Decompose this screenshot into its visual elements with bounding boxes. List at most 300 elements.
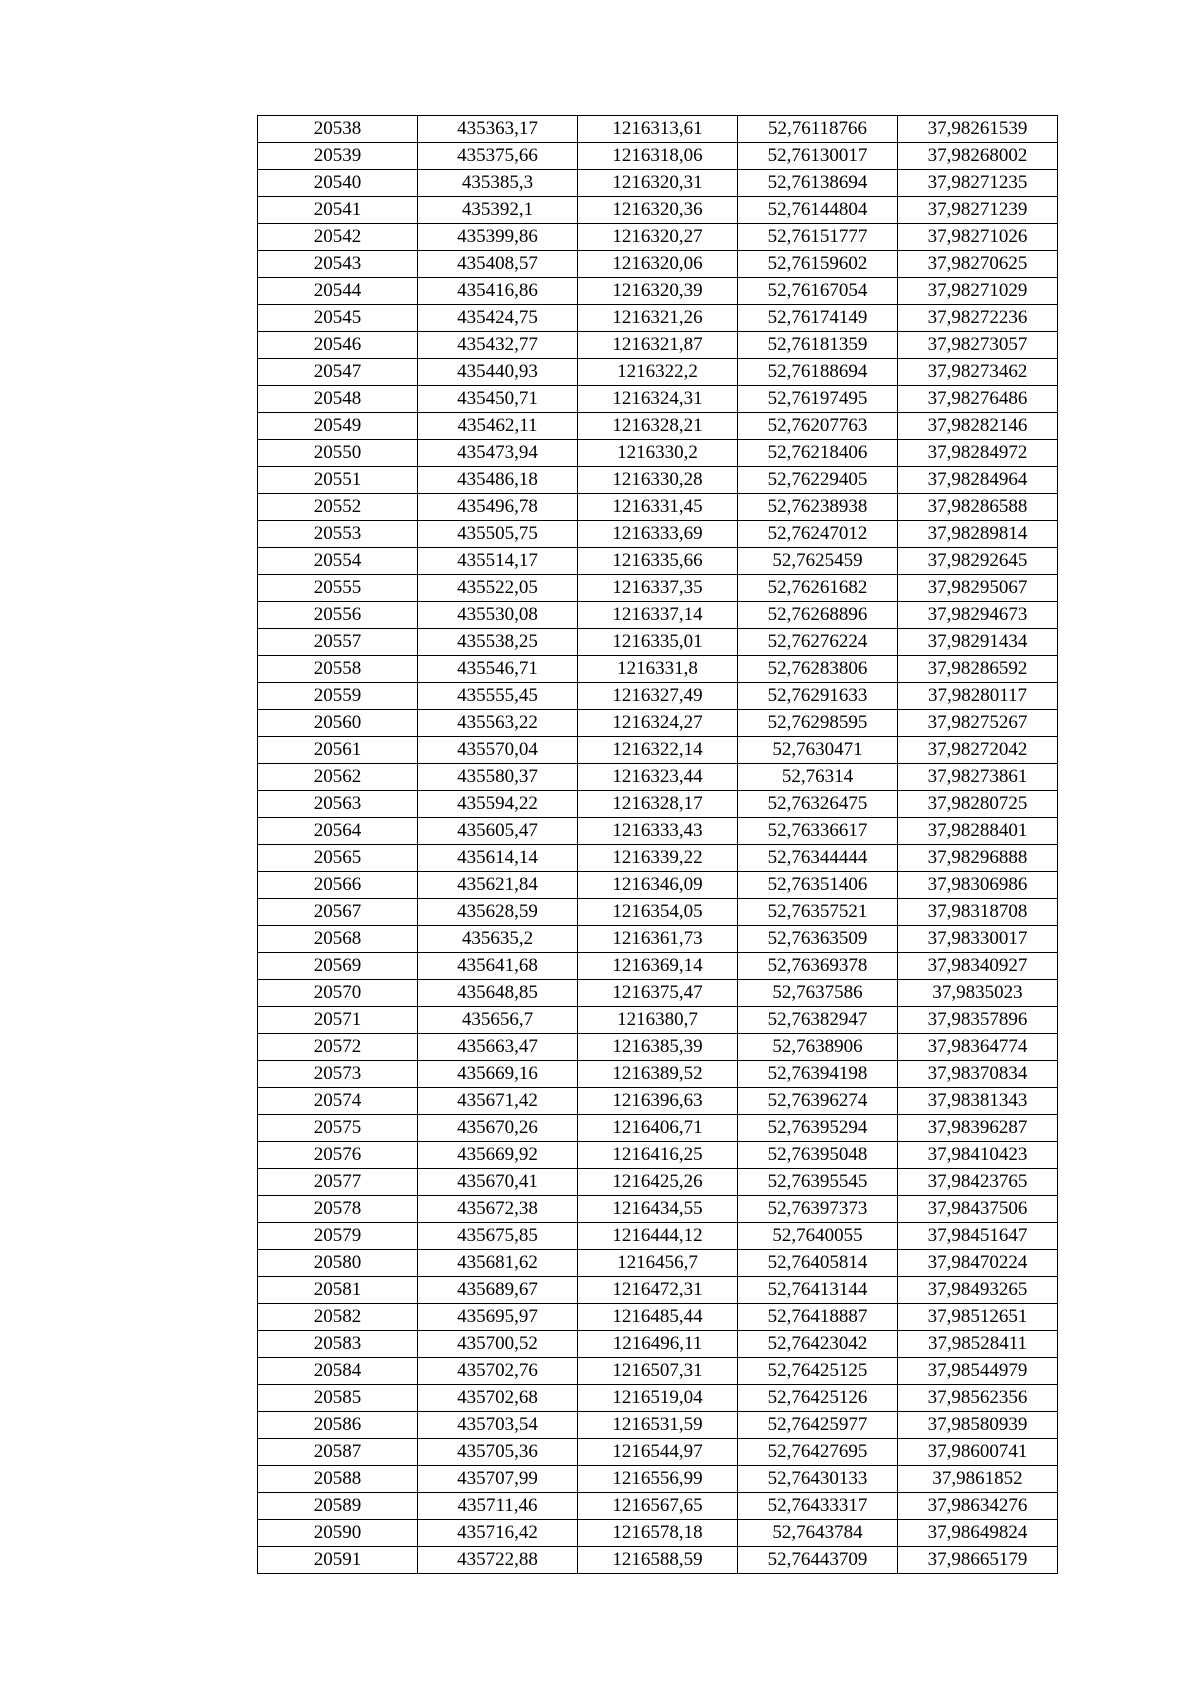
table-row [258, 521, 1058, 548]
longitude-cell: 37,98280117 [898, 683, 1058, 710]
table-row [258, 332, 1058, 359]
x-coordinate-cell: 435689,67 [418, 1277, 578, 1304]
latitude-cell: 52,76430133 [738, 1466, 898, 1493]
y-coordinate-cell: 1216331,45 [578, 494, 738, 521]
table-row [258, 494, 1058, 521]
x-coordinate-cell: 435505,75 [418, 521, 578, 548]
point-number-cell: 20556 [258, 602, 418, 629]
y-coordinate-cell: 1216320,27 [578, 224, 738, 251]
x-coordinate-cell: 435707,99 [418, 1466, 578, 1493]
point-number-cell: 20577 [258, 1169, 418, 1196]
point-number-cell: 20560 [258, 710, 418, 737]
point-number-cell: 20572 [258, 1034, 418, 1061]
point-number-cell: 20563 [258, 791, 418, 818]
x-coordinate-cell: 435695,97 [418, 1304, 578, 1331]
y-coordinate-cell: 1216339,22 [578, 845, 738, 872]
table-row [258, 197, 1058, 224]
table-row [258, 1088, 1058, 1115]
y-coordinate-cell: 1216544,97 [578, 1439, 738, 1466]
point-number-cell: 20541 [258, 197, 418, 224]
x-coordinate-cell: 435700,52 [418, 1331, 578, 1358]
point-number-cell: 20579 [258, 1223, 418, 1250]
longitude-cell: 37,98306986 [898, 872, 1058, 899]
table-row [258, 575, 1058, 602]
y-coordinate-cell: 1216578,18 [578, 1520, 738, 1547]
point-number-cell: 20585 [258, 1385, 418, 1412]
point-number-cell: 20540 [258, 170, 418, 197]
y-coordinate-cell: 1216519,04 [578, 1385, 738, 1412]
latitude-cell: 52,76418887 [738, 1304, 898, 1331]
point-number-cell: 20547 [258, 359, 418, 386]
longitude-cell: 37,98423765 [898, 1169, 1058, 1196]
longitude-cell: 37,98271235 [898, 170, 1058, 197]
table-row [258, 1520, 1058, 1547]
y-coordinate-cell: 1216354,05 [578, 899, 738, 926]
y-coordinate-cell: 1216361,73 [578, 926, 738, 953]
latitude-cell: 52,7625459 [738, 548, 898, 575]
y-coordinate-cell: 1216327,49 [578, 683, 738, 710]
longitude-cell: 37,98370834 [898, 1061, 1058, 1088]
x-coordinate-cell: 435555,45 [418, 683, 578, 710]
table-row [258, 1169, 1058, 1196]
y-coordinate-cell: 1216375,47 [578, 980, 738, 1007]
x-coordinate-cell: 435385,3 [418, 170, 578, 197]
longitude-cell: 37,98665179 [898, 1547, 1058, 1574]
table-row [258, 899, 1058, 926]
y-coordinate-cell: 1216416,25 [578, 1142, 738, 1169]
y-coordinate-cell: 1216321,87 [578, 332, 738, 359]
point-number-cell: 20566 [258, 872, 418, 899]
x-coordinate-cell: 435450,71 [418, 386, 578, 413]
latitude-cell: 52,76298595 [738, 710, 898, 737]
table-row [258, 1304, 1058, 1331]
point-number-cell: 20574 [258, 1088, 418, 1115]
latitude-cell: 52,76433317 [738, 1493, 898, 1520]
longitude-cell: 37,98273057 [898, 332, 1058, 359]
longitude-cell: 37,98292645 [898, 548, 1058, 575]
table-row [258, 926, 1058, 953]
latitude-cell: 52,76174149 [738, 305, 898, 332]
longitude-cell: 37,98289814 [898, 521, 1058, 548]
latitude-cell: 52,76396274 [738, 1088, 898, 1115]
point-number-cell: 20557 [258, 629, 418, 656]
latitude-cell: 52,76357521 [738, 899, 898, 926]
table-row [258, 1196, 1058, 1223]
x-coordinate-cell: 435648,85 [418, 980, 578, 1007]
longitude-cell: 37,98410423 [898, 1142, 1058, 1169]
latitude-cell: 52,76405814 [738, 1250, 898, 1277]
x-coordinate-cell: 435681,62 [418, 1250, 578, 1277]
longitude-cell: 37,98512651 [898, 1304, 1058, 1331]
latitude-cell: 52,76130017 [738, 143, 898, 170]
latitude-cell: 52,76268896 [738, 602, 898, 629]
point-number-cell: 20576 [258, 1142, 418, 1169]
longitude-cell: 37,98451647 [898, 1223, 1058, 1250]
table-row [258, 1277, 1058, 1304]
y-coordinate-cell: 1216444,12 [578, 1223, 738, 1250]
y-coordinate-cell: 1216335,66 [578, 548, 738, 575]
latitude-cell: 52,76425125 [738, 1358, 898, 1385]
point-number-cell: 20582 [258, 1304, 418, 1331]
point-number-cell: 20562 [258, 764, 418, 791]
x-coordinate-cell: 435675,85 [418, 1223, 578, 1250]
latitude-cell: 52,76326475 [738, 791, 898, 818]
table-row [258, 980, 1058, 1007]
x-coordinate-cell: 435563,22 [418, 710, 578, 737]
x-coordinate-cell: 435392,1 [418, 197, 578, 224]
x-coordinate-cell: 435669,92 [418, 1142, 578, 1169]
latitude-cell: 52,7643784 [738, 1520, 898, 1547]
point-number-cell: 20590 [258, 1520, 418, 1547]
x-coordinate-cell: 435580,37 [418, 764, 578, 791]
longitude-cell: 37,9861852 [898, 1466, 1058, 1493]
coordinates-table [257, 115, 1058, 1574]
x-coordinate-cell: 435702,68 [418, 1385, 578, 1412]
x-coordinate-cell: 435614,14 [418, 845, 578, 872]
point-number-cell: 20565 [258, 845, 418, 872]
longitude-cell: 37,98286588 [898, 494, 1058, 521]
point-number-cell: 20587 [258, 1439, 418, 1466]
latitude-cell: 52,76423042 [738, 1331, 898, 1358]
y-coordinate-cell: 1216333,43 [578, 818, 738, 845]
x-coordinate-cell: 435635,2 [418, 926, 578, 953]
y-coordinate-cell: 1216320,39 [578, 278, 738, 305]
x-coordinate-cell: 435399,86 [418, 224, 578, 251]
longitude-cell: 37,98272236 [898, 305, 1058, 332]
point-number-cell: 20570 [258, 980, 418, 1007]
x-coordinate-cell: 435432,77 [418, 332, 578, 359]
latitude-cell: 52,76351406 [738, 872, 898, 899]
y-coordinate-cell: 1216328,17 [578, 791, 738, 818]
y-coordinate-cell: 1216425,26 [578, 1169, 738, 1196]
y-coordinate-cell: 1216346,09 [578, 872, 738, 899]
y-coordinate-cell: 1216396,63 [578, 1088, 738, 1115]
point-number-cell: 20548 [258, 386, 418, 413]
latitude-cell: 52,76291633 [738, 683, 898, 710]
x-coordinate-cell: 435363,17 [418, 116, 578, 143]
longitude-cell: 37,98284964 [898, 467, 1058, 494]
y-coordinate-cell: 1216320,36 [578, 197, 738, 224]
y-coordinate-cell: 1216337,14 [578, 602, 738, 629]
longitude-cell: 37,98649824 [898, 1520, 1058, 1547]
latitude-cell: 52,76261682 [738, 575, 898, 602]
x-coordinate-cell: 435656,7 [418, 1007, 578, 1034]
longitude-cell: 37,9835023 [898, 980, 1058, 1007]
point-number-cell: 20578 [258, 1196, 418, 1223]
point-number-cell: 20558 [258, 656, 418, 683]
point-number-cell: 20559 [258, 683, 418, 710]
x-coordinate-cell: 435496,78 [418, 494, 578, 521]
table-row [258, 1250, 1058, 1277]
table-row [258, 1385, 1058, 1412]
x-coordinate-cell: 435702,76 [418, 1358, 578, 1385]
table-row [258, 845, 1058, 872]
latitude-cell: 52,76218406 [738, 440, 898, 467]
point-number-cell: 20552 [258, 494, 418, 521]
latitude-cell: 52,76207763 [738, 413, 898, 440]
table-row [258, 305, 1058, 332]
longitude-cell: 37,98544979 [898, 1358, 1058, 1385]
point-number-cell: 20549 [258, 413, 418, 440]
point-number-cell: 20542 [258, 224, 418, 251]
longitude-cell: 37,98273462 [898, 359, 1058, 386]
table-row [258, 1493, 1058, 1520]
table-row [258, 818, 1058, 845]
point-number-cell: 20550 [258, 440, 418, 467]
y-coordinate-cell: 1216456,7 [578, 1250, 738, 1277]
table-row [258, 386, 1058, 413]
point-number-cell: 20588 [258, 1466, 418, 1493]
table-row [258, 791, 1058, 818]
longitude-cell: 37,98284972 [898, 440, 1058, 467]
point-number-cell: 20564 [258, 818, 418, 845]
point-number-cell: 20569 [258, 953, 418, 980]
x-coordinate-cell: 435722,88 [418, 1547, 578, 1574]
x-coordinate-cell: 435671,42 [418, 1088, 578, 1115]
latitude-cell: 52,76344444 [738, 845, 898, 872]
table-row [258, 116, 1058, 143]
table-row [258, 1439, 1058, 1466]
x-coordinate-cell: 435462,11 [418, 413, 578, 440]
longitude-cell: 37,98270625 [898, 251, 1058, 278]
longitude-cell: 37,98271029 [898, 278, 1058, 305]
latitude-cell: 52,7638906 [738, 1034, 898, 1061]
y-coordinate-cell: 1216485,44 [578, 1304, 738, 1331]
latitude-cell: 52,76425126 [738, 1385, 898, 1412]
y-coordinate-cell: 1216330,2 [578, 440, 738, 467]
latitude-cell: 52,76395545 [738, 1169, 898, 1196]
table-row [258, 143, 1058, 170]
x-coordinate-cell: 435424,75 [418, 305, 578, 332]
latitude-cell: 52,76138694 [738, 170, 898, 197]
latitude-cell: 52,76314 [738, 764, 898, 791]
longitude-cell: 37,98493265 [898, 1277, 1058, 1304]
longitude-cell: 37,98600741 [898, 1439, 1058, 1466]
longitude-cell: 37,98470224 [898, 1250, 1058, 1277]
table-row [258, 1358, 1058, 1385]
longitude-cell: 37,98357896 [898, 1007, 1058, 1034]
x-coordinate-cell: 435605,47 [418, 818, 578, 845]
longitude-cell: 37,98273861 [898, 764, 1058, 791]
longitude-cell: 37,98396287 [898, 1115, 1058, 1142]
y-coordinate-cell: 1216385,39 [578, 1034, 738, 1061]
longitude-cell: 37,98562356 [898, 1385, 1058, 1412]
point-number-cell: 20545 [258, 305, 418, 332]
x-coordinate-cell: 435711,46 [418, 1493, 578, 1520]
latitude-cell: 52,76229405 [738, 467, 898, 494]
x-coordinate-cell: 435440,93 [418, 359, 578, 386]
latitude-cell: 52,76443709 [738, 1547, 898, 1574]
x-coordinate-cell: 435670,26 [418, 1115, 578, 1142]
x-coordinate-cell: 435703,54 [418, 1412, 578, 1439]
y-coordinate-cell: 1216330,28 [578, 467, 738, 494]
x-coordinate-cell: 435641,68 [418, 953, 578, 980]
table-row [258, 1331, 1058, 1358]
point-number-cell: 20546 [258, 332, 418, 359]
longitude-cell: 37,98634276 [898, 1493, 1058, 1520]
longitude-cell: 37,98288401 [898, 818, 1058, 845]
longitude-cell: 37,98296888 [898, 845, 1058, 872]
latitude-cell: 52,76363509 [738, 926, 898, 953]
x-coordinate-cell: 435570,04 [418, 737, 578, 764]
x-coordinate-cell: 435669,16 [418, 1061, 578, 1088]
x-coordinate-cell: 435628,59 [418, 899, 578, 926]
y-coordinate-cell: 1216331,8 [578, 656, 738, 683]
latitude-cell: 52,76276224 [738, 629, 898, 656]
table-row [258, 1007, 1058, 1034]
point-number-cell: 20583 [258, 1331, 418, 1358]
x-coordinate-cell: 435621,84 [418, 872, 578, 899]
point-number-cell: 20553 [258, 521, 418, 548]
point-number-cell: 20571 [258, 1007, 418, 1034]
x-coordinate-cell: 435546,71 [418, 656, 578, 683]
longitude-cell: 37,98381343 [898, 1088, 1058, 1115]
point-number-cell: 20575 [258, 1115, 418, 1142]
y-coordinate-cell: 1216369,14 [578, 953, 738, 980]
x-coordinate-cell: 435514,17 [418, 548, 578, 575]
point-number-cell: 20586 [258, 1412, 418, 1439]
latitude-cell: 52,76382947 [738, 1007, 898, 1034]
point-number-cell: 20580 [258, 1250, 418, 1277]
y-coordinate-cell: 1216406,71 [578, 1115, 738, 1142]
table-row [258, 683, 1058, 710]
table-row [258, 1061, 1058, 1088]
table-row [258, 629, 1058, 656]
longitude-cell: 37,98271026 [898, 224, 1058, 251]
longitude-cell: 37,98268002 [898, 143, 1058, 170]
table-row [258, 764, 1058, 791]
latitude-cell: 52,76394198 [738, 1061, 898, 1088]
latitude-cell: 52,76144804 [738, 197, 898, 224]
table-row [258, 440, 1058, 467]
y-coordinate-cell: 1216567,65 [578, 1493, 738, 1520]
y-coordinate-cell: 1216335,01 [578, 629, 738, 656]
latitude-cell: 52,76181359 [738, 332, 898, 359]
table-row [258, 1466, 1058, 1493]
table-row [258, 548, 1058, 575]
latitude-cell: 52,76238938 [738, 494, 898, 521]
point-number-cell: 20551 [258, 467, 418, 494]
table-row [258, 1142, 1058, 1169]
x-coordinate-cell: 435538,25 [418, 629, 578, 656]
latitude-cell: 52,76425977 [738, 1412, 898, 1439]
point-number-cell: 20544 [258, 278, 418, 305]
longitude-cell: 37,98280725 [898, 791, 1058, 818]
point-number-cell: 20539 [258, 143, 418, 170]
longitude-cell: 37,98580939 [898, 1412, 1058, 1439]
longitude-cell: 37,98282146 [898, 413, 1058, 440]
y-coordinate-cell: 1216313,61 [578, 116, 738, 143]
latitude-cell: 52,76413144 [738, 1277, 898, 1304]
x-coordinate-cell: 435486,18 [418, 467, 578, 494]
latitude-cell: 52,76118766 [738, 116, 898, 143]
y-coordinate-cell: 1216322,2 [578, 359, 738, 386]
y-coordinate-cell: 1216380,7 [578, 1007, 738, 1034]
table-row [258, 1412, 1058, 1439]
x-coordinate-cell: 435705,36 [418, 1439, 578, 1466]
point-number-cell: 20567 [258, 899, 418, 926]
longitude-cell: 37,98528411 [898, 1331, 1058, 1358]
longitude-cell: 37,98330017 [898, 926, 1058, 953]
y-coordinate-cell: 1216323,44 [578, 764, 738, 791]
longitude-cell: 37,98276486 [898, 386, 1058, 413]
y-coordinate-cell: 1216472,31 [578, 1277, 738, 1304]
longitude-cell: 37,98275267 [898, 710, 1058, 737]
latitude-cell: 52,76369378 [738, 953, 898, 980]
x-coordinate-cell: 435416,86 [418, 278, 578, 305]
latitude-cell: 52,7630471 [738, 737, 898, 764]
x-coordinate-cell: 435663,47 [418, 1034, 578, 1061]
y-coordinate-cell: 1216434,55 [578, 1196, 738, 1223]
latitude-cell: 52,76151777 [738, 224, 898, 251]
latitude-cell: 52,76395048 [738, 1142, 898, 1169]
longitude-cell: 37,98271239 [898, 197, 1058, 224]
y-coordinate-cell: 1216496,11 [578, 1331, 738, 1358]
point-number-cell: 20591 [258, 1547, 418, 1574]
longitude-cell: 37,98291434 [898, 629, 1058, 656]
x-coordinate-cell: 435670,41 [418, 1169, 578, 1196]
latitude-cell: 52,76167054 [738, 278, 898, 305]
x-coordinate-cell: 435473,94 [418, 440, 578, 467]
table-row [258, 413, 1058, 440]
table-row [258, 953, 1058, 980]
y-coordinate-cell: 1216389,52 [578, 1061, 738, 1088]
x-coordinate-cell: 435375,66 [418, 143, 578, 170]
y-coordinate-cell: 1216507,31 [578, 1358, 738, 1385]
longitude-cell: 37,98272042 [898, 737, 1058, 764]
longitude-cell: 37,98286592 [898, 656, 1058, 683]
point-number-cell: 20543 [258, 251, 418, 278]
table-row [258, 251, 1058, 278]
x-coordinate-cell: 435672,38 [418, 1196, 578, 1223]
y-coordinate-cell: 1216321,26 [578, 305, 738, 332]
table-row [258, 224, 1058, 251]
longitude-cell: 37,98295067 [898, 575, 1058, 602]
table-row [258, 872, 1058, 899]
table-row [258, 737, 1058, 764]
table-row [258, 1115, 1058, 1142]
y-coordinate-cell: 1216320,31 [578, 170, 738, 197]
table-row [258, 170, 1058, 197]
table-row [258, 1223, 1058, 1250]
point-number-cell: 20568 [258, 926, 418, 953]
point-number-cell: 20581 [258, 1277, 418, 1304]
y-coordinate-cell: 1216556,99 [578, 1466, 738, 1493]
point-number-cell: 20538 [258, 116, 418, 143]
table-row [258, 1547, 1058, 1574]
coordinates-table-body [258, 116, 1058, 1574]
x-coordinate-cell: 435594,22 [418, 791, 578, 818]
latitude-cell: 52,76336617 [738, 818, 898, 845]
table-row [258, 278, 1058, 305]
x-coordinate-cell: 435408,57 [418, 251, 578, 278]
latitude-cell: 52,76283806 [738, 656, 898, 683]
y-coordinate-cell: 1216328,21 [578, 413, 738, 440]
latitude-cell: 52,7640055 [738, 1223, 898, 1250]
y-coordinate-cell: 1216318,06 [578, 143, 738, 170]
y-coordinate-cell: 1216588,59 [578, 1547, 738, 1574]
longitude-cell: 37,98340927 [898, 953, 1058, 980]
table-row [258, 359, 1058, 386]
y-coordinate-cell: 1216333,69 [578, 521, 738, 548]
x-coordinate-cell: 435522,05 [418, 575, 578, 602]
latitude-cell: 52,76247012 [738, 521, 898, 548]
latitude-cell: 52,76188694 [738, 359, 898, 386]
point-number-cell: 20589 [258, 1493, 418, 1520]
point-number-cell: 20554 [258, 548, 418, 575]
table-row [258, 1034, 1058, 1061]
x-coordinate-cell: 435530,08 [418, 602, 578, 629]
